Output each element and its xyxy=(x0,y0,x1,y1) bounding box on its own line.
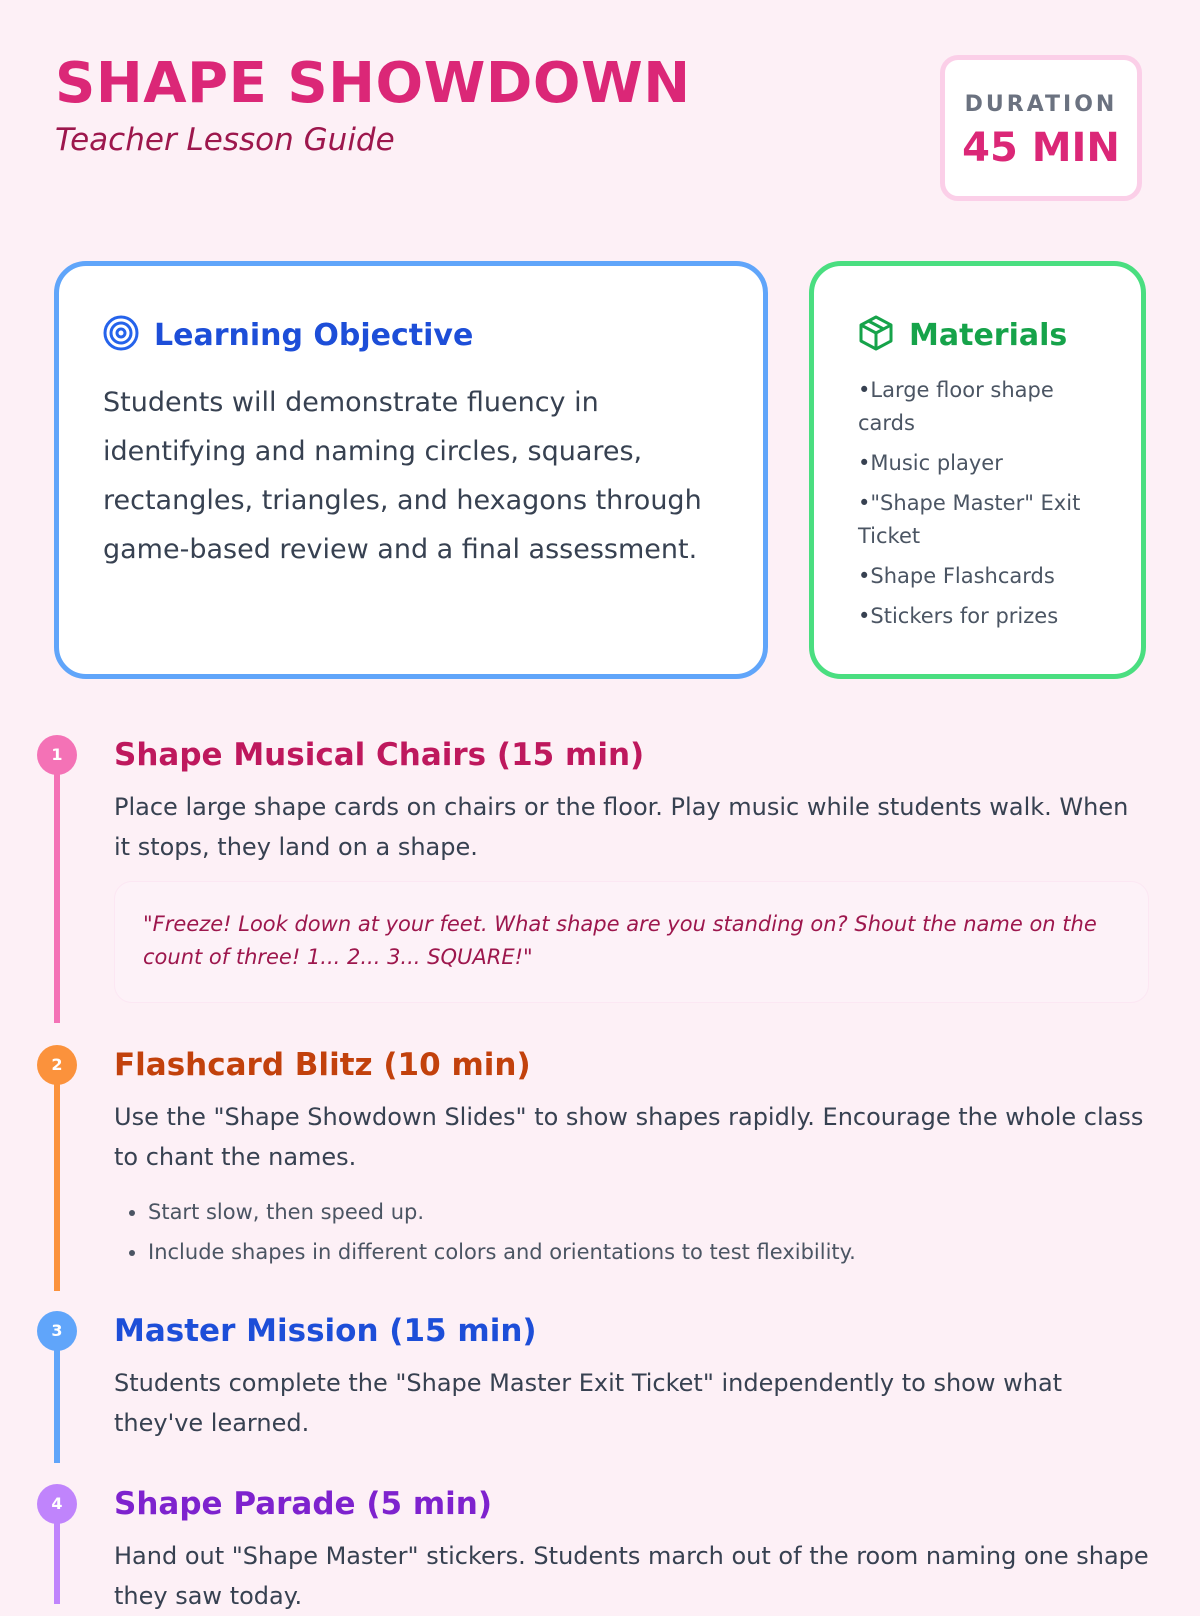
learning-objective-title: Learning Objective xyxy=(154,317,474,353)
header xyxy=(55,52,691,158)
learning-objective-card xyxy=(54,261,768,679)
step-2-tips xyxy=(114,1192,856,1272)
step-4-title: Shape Parade (5 min) xyxy=(114,1486,493,1522)
learning-objective-text: Students will demonstrate fluency in identifying and naming circles, squares, rectangles, triangles, and hexagons through game-based review and a final assessment. xyxy=(103,387,702,565)
step-3-title: Master Mission (15 min) xyxy=(114,1313,537,1349)
duration-label: DURATION xyxy=(964,92,1118,117)
step-3-description: Students complete the "Shape Master Exit Ticket" independently to show what they've learned. xyxy=(114,1369,1063,1437)
list-item: • Include shapes in different colors and orientations to test flexibility. xyxy=(148,1232,856,1272)
step-2-description: Use the "Shape Showdown Slides" to show shapes rapidly. Encourage the whole class to chant the names. xyxy=(114,1103,1144,1171)
step-1-number-badge: 1 xyxy=(37,735,77,775)
learning-objective-header xyxy=(102,314,473,356)
page-subtitle: Teacher Lesson Guide xyxy=(55,122,395,158)
step-1 xyxy=(0,735,1200,1005)
step-2-title: Flashcard Blitz (10 min) xyxy=(114,1047,531,1083)
duration-value: 45 MIN xyxy=(962,125,1120,171)
step-4-description: Hand out "Shape Master" stickers. Students march out of the room naming one shape they saw today. xyxy=(114,1542,1149,1610)
materials-list xyxy=(858,374,1108,640)
list-item: • Stickers for prizes xyxy=(858,600,1108,633)
materials-header xyxy=(857,314,1067,356)
step-2 xyxy=(0,1045,1200,1275)
materials-title: Materials xyxy=(909,317,1068,353)
duration-badge xyxy=(940,55,1142,201)
step-1-description: Place large shape cards on chairs or the floor. Play music while students walk. When it stops, they land on a shape. xyxy=(114,793,1129,861)
list-item: • Music player xyxy=(858,447,1108,480)
step-1-teacher-script: "Freeze! Look down at your feet. What shape are you standing on? Shout the name on the count of three! 1... 2... 3... SQUARE!" xyxy=(114,881,1149,1003)
target-icon xyxy=(102,314,140,356)
step-2-timeline-line xyxy=(54,1065,60,1291)
list-item: • Large floor shape cards xyxy=(858,374,1108,440)
page-title: SHAPE SHOWDOWN xyxy=(55,51,691,116)
step-1-title: Shape Musical Chairs (15 min) xyxy=(114,737,645,773)
step-2-number-badge: 2 xyxy=(37,1045,77,1085)
package-icon xyxy=(857,314,895,356)
materials-card xyxy=(809,261,1146,679)
list-item: • "Shape Master" Exit Ticket xyxy=(858,487,1108,553)
step-4-number-badge: 4 xyxy=(37,1484,77,1524)
step-3-number-badge: 3 xyxy=(37,1311,77,1351)
list-item: • Shape Flashcards xyxy=(858,560,1108,593)
step-4 xyxy=(0,1484,1200,1610)
list-item: • Start slow, then speed up. xyxy=(148,1192,856,1232)
step-3 xyxy=(0,1311,1200,1446)
step-1-timeline-line xyxy=(54,755,60,1023)
